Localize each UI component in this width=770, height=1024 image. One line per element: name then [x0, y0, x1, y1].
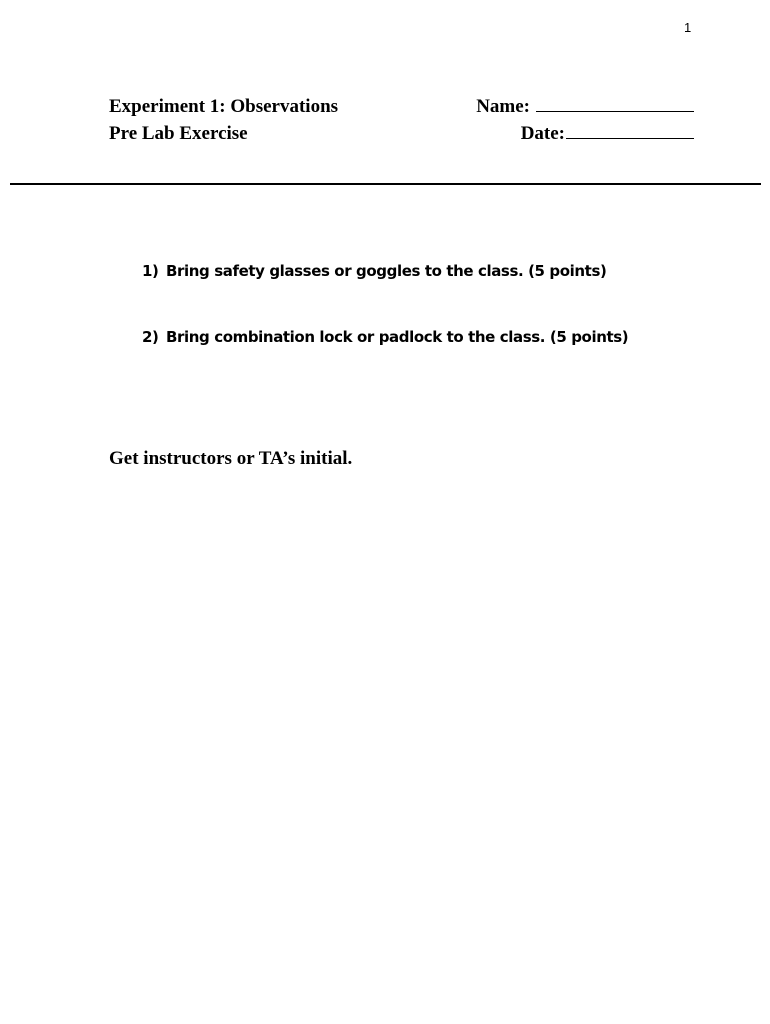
item-number: 2) — [142, 328, 159, 346]
header-right — [476, 93, 694, 147]
item-text: Bring combination lock or padlock to the class. (5 points) — [166, 328, 629, 346]
date-label: Date: — [520, 123, 565, 144]
exercise-subtitle: Pre Lab Exercise — [109, 123, 248, 144]
date-blank-line[interactable] — [566, 120, 694, 139]
item-text: Bring safety glasses or goggles to the class. (5 points) — [166, 262, 607, 280]
exercise-item — [142, 262, 628, 328]
initial-instruction: Get instructors or TA’s initial. — [109, 448, 353, 469]
name-blank-line[interactable] — [536, 93, 694, 112]
exercise-item — [142, 328, 628, 394]
item-number: 1) — [142, 262, 159, 280]
name-field[interactable] — [476, 93, 694, 120]
page-number: 1 — [684, 20, 692, 35]
date-field[interactable] — [476, 120, 694, 147]
header-left — [109, 93, 338, 147]
name-label: Name: — [476, 96, 530, 117]
exercise-list — [142, 262, 628, 394]
experiment-title: Experiment 1: Observations — [109, 96, 339, 117]
header-divider — [10, 183, 761, 185]
